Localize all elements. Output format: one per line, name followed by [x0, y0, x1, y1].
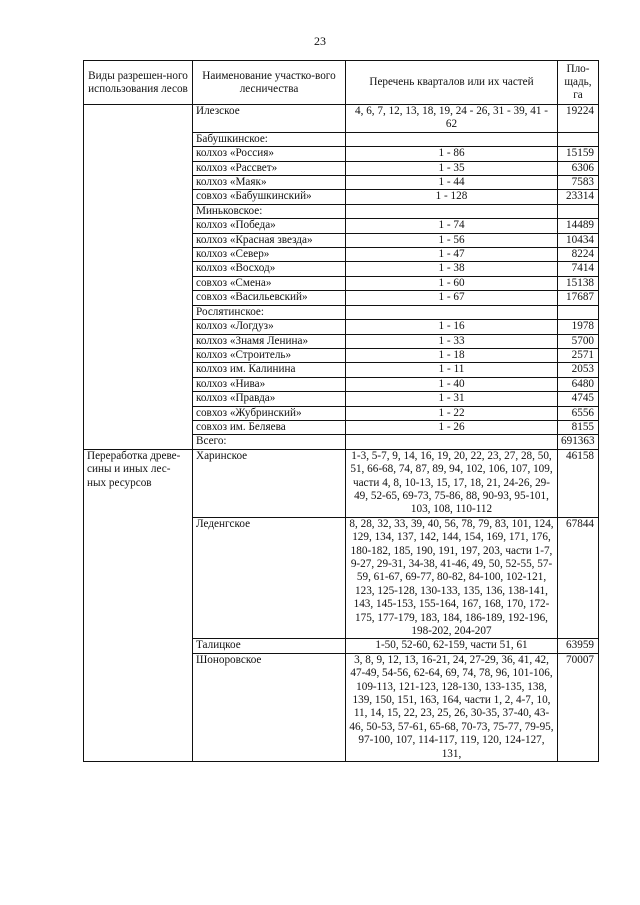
page-number: 23	[314, 34, 326, 48]
quarters-list: 1 - 47	[346, 248, 558, 262]
quarters-list: 4, 6, 7, 12, 13, 18, 19, 24 - 26, 31 - 39, 41 - 62	[346, 105, 558, 133]
header-row	[84, 61, 599, 105]
total-area-value: 691363	[558, 435, 599, 449]
area-value: 6480	[558, 377, 599, 391]
quarters-list: 1 - 60	[346, 276, 558, 290]
area-value: 7414	[558, 262, 599, 276]
section-2-body	[84, 449, 599, 761]
total-label: Всего:	[193, 435, 346, 449]
quarters-list	[346, 204, 558, 218]
area-value: 17687	[558, 291, 599, 305]
area-value: 23314	[558, 190, 599, 204]
quarters-list	[346, 132, 558, 146]
area-value	[558, 204, 599, 218]
table-row	[84, 449, 599, 517]
quarters-list: 3, 8, 9, 12, 13, 16-21, 24, 27-29, 36, 41, 42, 47-49, 54-56, 62-64, 69, 74, 78, 96, 101-106, 109-113, 121-123, 128-130, 133-135, 138, 139, 150, 151, 163, 164, части 1, 2, 4-7, 10, 11, 14, 15, 22, 23, 25, 26, 30-35, 37-40, 43-46, 50-53, 57-61, 65-68, 70-73, 75-77, 79-95, 97-100, 107, 114-117, 119, 120, 124-127, 131,	[346, 653, 558, 761]
area-value: 2571	[558, 348, 599, 362]
forestry-name: Харинское	[193, 449, 346, 517]
area-value: 70007	[558, 653, 599, 761]
area-value: 46158	[558, 449, 599, 517]
quarters-list: 1 - 38	[346, 262, 558, 276]
section-1-body	[84, 105, 599, 450]
quarters-list: 1 - 11	[346, 363, 558, 377]
quarters-list: 1 - 44	[346, 176, 558, 190]
quarters-list: 1 - 35	[346, 161, 558, 175]
area-value: 8155	[558, 420, 599, 434]
header-quarters: Перечень кварталов или их частей	[346, 61, 558, 105]
forestry-name: совхоз «Бабушкинский»	[193, 190, 346, 204]
quarters-list: 1 - 74	[346, 219, 558, 233]
forestry-name: колхоз «Нива»	[193, 377, 346, 391]
forestry-name: колхоз «Рассвет»	[193, 161, 346, 175]
forestry-name: Талицкое	[193, 639, 346, 653]
forestry-name: колхоз «Строитель»	[193, 348, 346, 362]
area-value: 6306	[558, 161, 599, 175]
forestry-name: колхоз им. Калинина	[193, 363, 346, 377]
quarters-list: 1 - 40	[346, 377, 558, 391]
forestry-name: колхоз «Красная звезда»	[193, 233, 346, 247]
area-value: 10434	[558, 233, 599, 247]
header-forestry-name: Наименование участко-вого лесничества	[193, 61, 346, 105]
forestry-name: совхоз им. Беляева	[193, 420, 346, 434]
area-value: 15159	[558, 147, 599, 161]
quarters-list: 1 - 56	[346, 233, 558, 247]
forestry-name: совхоз «Васильевский»	[193, 291, 346, 305]
quarters-list: 1 - 18	[346, 348, 558, 362]
quarters-list	[346, 305, 558, 319]
header-area: Пло-щадь, га	[558, 61, 599, 105]
quarters-list: 1 - 86	[346, 147, 558, 161]
forestry-name: колхоз «Правда»	[193, 392, 346, 406]
forestry-name: совхоз «Жубринский»	[193, 406, 346, 420]
area-value: 19224	[558, 105, 599, 133]
area-value: 14489	[558, 219, 599, 233]
area-value: 63959	[558, 639, 599, 653]
quarters-list: 1 - 26	[346, 420, 558, 434]
area-value: 4745	[558, 392, 599, 406]
quarters-list: 1 - 31	[346, 392, 558, 406]
use-type-cell	[84, 105, 193, 450]
quarters-list: 1 - 16	[346, 320, 558, 334]
area-value: 6556	[558, 406, 599, 420]
quarters-list: 1-3, 5-7, 9, 14, 16, 19, 20, 22, 23, 27, 28, 50, 51, 66-68, 74, 87, 89, 94, 102, 106, 107, 109, части 4, 8, 10-13, 15, 17, 18, 21, 24-26, 29-49, 52-65, 69-73, 75-86, 88, 90-93, 95-101, 103, 108, 110-112	[346, 449, 558, 517]
forestry-name: колхоз «Север»	[193, 248, 346, 262]
area-value: 67844	[558, 517, 599, 639]
area-value	[558, 305, 599, 319]
quarters-list	[346, 435, 558, 449]
forestry-name: колхоз «Логдуз»	[193, 320, 346, 334]
forestry-name: Леденгское	[193, 517, 346, 639]
quarters-list: 1-50, 52-60, 62-159, части 51, 61	[346, 639, 558, 653]
forestry-name: колхоз «Победа»	[193, 219, 346, 233]
quarters-list: 1 - 33	[346, 334, 558, 348]
forestry-name: колхоз «Знамя Ленина»	[193, 334, 346, 348]
quarters-list: 1 - 67	[346, 291, 558, 305]
group-title: Рослятинское:	[193, 305, 346, 319]
quarters-list: 1 - 128	[346, 190, 558, 204]
area-value: 7583	[558, 176, 599, 190]
group-title: Миньковское:	[193, 204, 346, 218]
area-value: 2053	[558, 363, 599, 377]
area-value	[558, 132, 599, 146]
area-value: 5700	[558, 334, 599, 348]
forestry-name: колхоз «Восход»	[193, 262, 346, 276]
use-type-cell: Переработка древе-сины и иных лес-ных ресурсов	[84, 449, 193, 761]
forestry-name: колхоз «Маяк»	[193, 176, 346, 190]
group-title: Бабушкинское:	[193, 132, 346, 146]
forestry-name: совхоз «Смена»	[193, 276, 346, 290]
forestry-name: Шоноровское	[193, 653, 346, 761]
forestry-name: Илезское	[193, 105, 346, 133]
forestry-name: колхоз «Россия»	[193, 147, 346, 161]
forest-use-table	[83, 60, 599, 762]
area-value: 8224	[558, 248, 599, 262]
quarters-list: 8, 28, 32, 33, 39, 40, 56, 78, 79, 83, 101, 124, 129, 134, 137, 142, 144, 154, 169, 171, 176, 180-182, 185, 190, 191, 197, 203, части 1-7, 9-27, 29-31, 34-38, 41-46, 49, 50, 52-55, 57-59, 61-67, 69-77, 80-82, 84-100, 102-121, 123, 125-128, 130-133, 135, 136, 138-141, 143, 145-153, 155-164, 167, 168, 170, 172-175, 177-179, 183, 184, 186-189, 192-196, 198-202, 204-207	[346, 517, 558, 639]
header-use-type: Виды разрешен-ного использования лесов	[84, 61, 193, 105]
area-value: 15138	[558, 276, 599, 290]
table-row	[84, 105, 599, 133]
quarters-list: 1 - 22	[346, 406, 558, 420]
area-value: 1978	[558, 320, 599, 334]
